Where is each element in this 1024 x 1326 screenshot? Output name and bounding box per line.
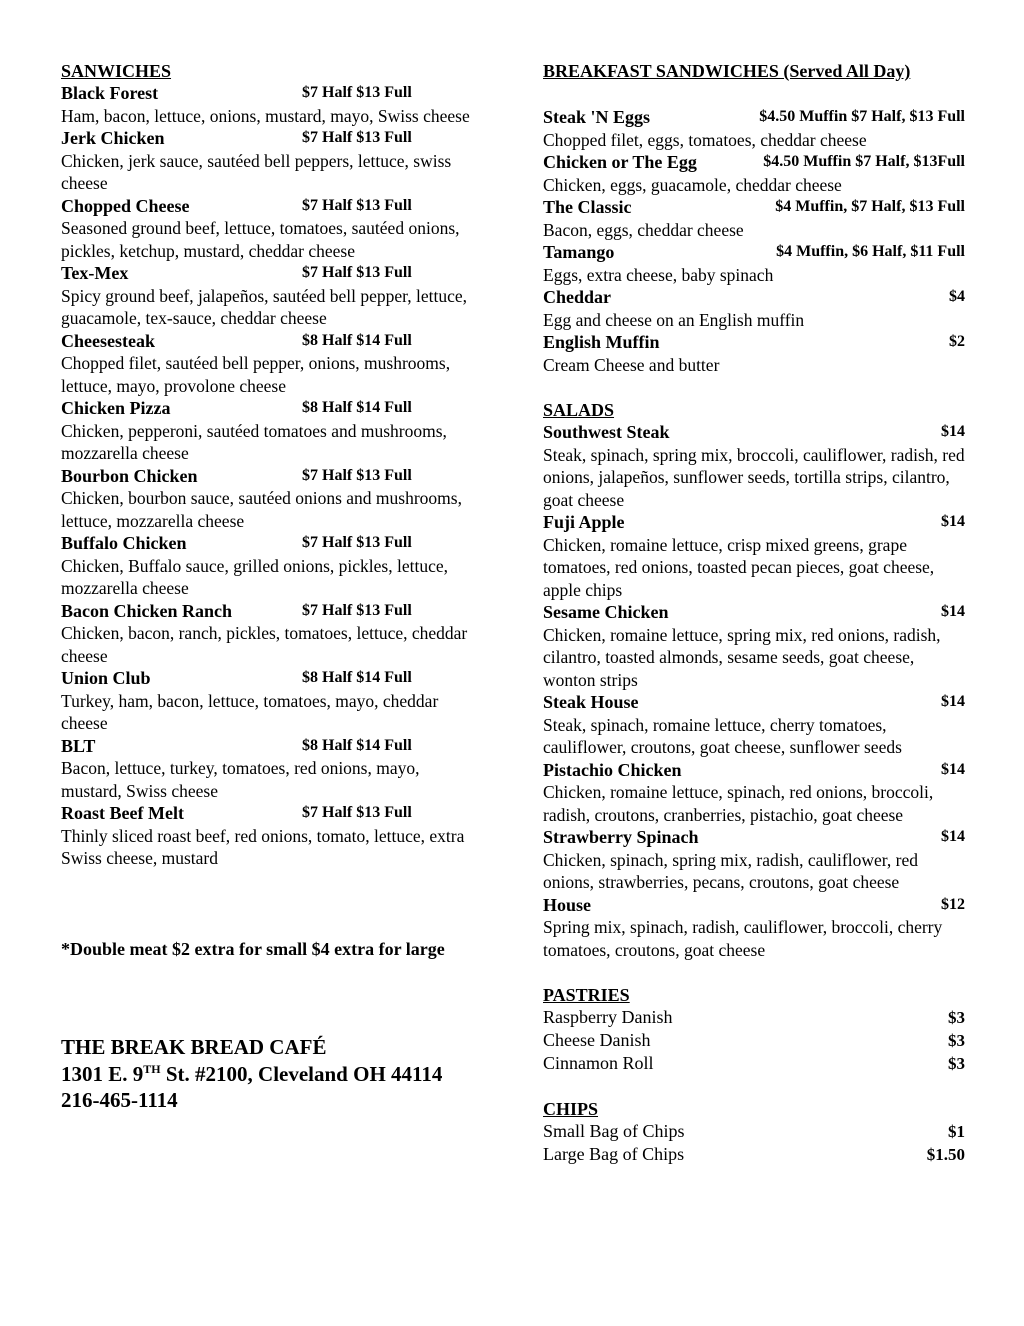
menu-item-price: $7 Half $13 Full [302,264,412,281]
menu-item [61,262,481,330]
menu-item [61,735,481,803]
menu-item-description: Chicken, bourbon sauce, sautéed onions and mushrooms, lettuce, mozzarella cheese [61,488,462,531]
menu-item-header [543,511,965,534]
menu-item-price: $7 Half $13 Full [302,196,412,214]
menu-item-price: $7 Half $13 Full [302,601,412,619]
menu-item [543,196,965,241]
menu-item-price: $14 [941,603,965,620]
menu-item [61,600,481,668]
menu-item [543,1120,965,1143]
menu-item-description: Spring mix, spinach, radish, cauliflower, broccoli, cherry tomatoes, croutons, goat cheese [543,917,943,960]
breakfast-heading: BREAKFAST SANDWICHES (Served All Day) [543,61,911,81]
menu-item [61,127,481,195]
menu-item [61,330,481,398]
double-meat-note: *Double meat $2 extra for small $4 extra for large [61,939,445,959]
menu-item-name: Cheesesteak [61,330,155,351]
menu-item-price: $8 Half $14 Full [302,669,412,686]
menu-item-name: Black Forest [61,83,159,103]
menu-item-header [61,532,481,555]
cafe-phone: 216-465-1114 [61,1088,178,1112]
menu-item-name: Union Club [61,668,151,688]
sandwiches-column [61,60,481,870]
sandwiches-heading: SANWICHES [61,61,172,81]
menu-item-description: Eggs, extra cheese, baby spinach [543,264,774,285]
menu-item-price: $14 [941,423,965,440]
menu-item [543,241,965,286]
menu-item-header [61,667,481,690]
menu-item-name: Sesame Chicken [543,602,669,622]
menu-item-price: $12 [941,895,965,913]
menu-item [543,1143,965,1166]
menu-item-price: $7 Half $13 Full [302,129,412,146]
menu-item-description: Seasoned ground beef, lettuce, tomatoes, sautéed onions, pickles, ketchup, mustard, cheddar cheese [61,218,460,261]
breakfast-list [543,106,965,376]
menu-item-description: Spicy ground beef, jalapeños, sautéed bell pepper, lettuce, guacamole, tex-sauce, cheddar cheese [61,285,468,328]
menu-item-header [543,894,965,917]
menu-item-price: $7 Half $13 Full [302,84,412,101]
menu-item [543,894,965,962]
menu-item-header [61,802,481,825]
menu-item-header [61,600,481,623]
menu-item-name: Bourbon Chicken [61,465,198,486]
menu-item-name: Bacon Chicken Ranch [61,600,233,621]
menu-item-name: Buffalo Chicken [61,533,187,553]
menu-item-description: Chicken, bacon, ranch, pickles, tomatoes, lettuce, cheddar cheese [61,623,468,666]
menu-item-price: $14 [941,693,965,710]
menu-item [61,82,481,127]
menu-item [61,802,481,870]
menu-item-description: Egg and cheese on an English muffin [543,309,805,330]
menu-item [543,1052,965,1075]
address-superscript: TH [143,1061,161,1076]
right-column [543,60,965,1166]
cafe-info [61,1034,501,1114]
menu-item-price: $3 [948,1008,965,1027]
menu-item-description: Chicken, romaine lettuce, spring mix, red onions, radish, cilantro, toasted almonds, sesame seeds, goat cheese, wonton strips [543,624,941,690]
menu-item-header [61,397,481,420]
sandwich-list [61,82,481,870]
menu-item-header [543,691,965,714]
menu-item-header [543,826,965,849]
pastries-heading: PASTRIES [543,985,630,1005]
menu-item [543,1006,965,1029]
menu-item [543,511,965,601]
menu-item-name: Cinnamon Roll [543,1053,654,1073]
menu-item-name: Tex-Mex [61,263,129,283]
menu-item-price: $4.50 Muffin $7 Half, $13 Full [759,108,965,125]
menu-item-price: $2 [949,333,965,350]
menu-item-description: Chopped filet, eggs, tomatoes, cheddar cheese [543,129,867,150]
menu-item-header [61,195,481,218]
menu-item [543,759,965,827]
menu-item-price: $4 Muffin, $6 Half, $11 Full [776,243,965,260]
menu-item-price: $8 Half $14 Full [302,399,412,416]
menu-item [543,601,965,691]
menu-item-name: Steak House [543,692,639,712]
menu-item [543,106,965,151]
chips-list [543,1120,965,1166]
menu-item-description: Chicken, jerk sauce, sautéed bell peppers, lettuce, swiss cheese [61,150,452,193]
menu-item-description: Chicken, romaine lettuce, crisp mixed greens, grape tomatoes, red onions, toasted pecan pieces, goat cheese, apple chips [543,534,935,600]
menu-item-header [61,735,481,758]
menu-item-name: Small Bag of Chips [543,1121,685,1141]
menu-item-description: Chicken, spinach, spring mix, radish, cauliflower, red onions, strawberries, pecans, croutons, goat cheese [543,849,918,892]
menu-item-price: $4.50 Muffin $7 Half, $13Full [763,153,965,170]
menu-item-name: Chopped Cheese [61,195,190,216]
menu-item-price: $1.50 [926,1145,965,1164]
menu-item-name: Jerk Chicken [61,128,165,148]
menu-item-name: Fuji Apple [543,512,625,532]
menu-item-price: $8 Half $14 Full [302,736,412,754]
menu-item-header [543,286,965,309]
menu-item-name: Cheese Danish [543,1030,651,1050]
menu-item-header [61,465,481,488]
menu-item-name: Large Bag of Chips [543,1144,685,1164]
menu-item-header [543,241,965,264]
menu-item-name: Strawberry Spinach [543,827,699,847]
menu-item-name: Roast Beef Melt [61,803,184,823]
menu-item-price: $4 [949,288,965,305]
salad-list [543,421,965,961]
menu-item-header [543,331,965,354]
cafe-address: 1301 E. 9TH St. #2100, Cleveland OH 44114 [61,1061,443,1086]
menu-item-name: Raspberry Danish [543,1007,673,1027]
menu-item-header [543,421,965,444]
menu-item-description: Chicken, Buffalo sauce, grilled onions, pickles, lettuce, mozzarella cheese [61,555,449,598]
menu-item-description: Chicken, eggs, guacamole, cheddar cheese [543,174,842,195]
menu-item [543,691,965,759]
menu-item-price: $8 Half $14 Full [302,331,412,349]
menu-item [543,286,965,331]
menu-item-description: Cream Cheese and butter [543,354,720,375]
menu-item-description: Turkey, ham, bacon, lettuce, tomatoes, mayo, cheddar cheese [61,690,439,733]
salads-heading: SALADS [543,400,615,420]
menu-item-name: Southwest Steak [543,422,670,442]
menu-item-description: Bacon, eggs, cheddar cheese [543,219,744,240]
menu-item-price: $7 Half $13 Full [302,804,412,821]
chips-heading: CHIPS [543,1099,599,1119]
pastry-list [543,1006,965,1075]
menu-item-price: $1 [948,1122,965,1141]
menu-item-header [61,127,481,150]
menu-item-description: Chopped filet, sautéed bell pepper, onions, mushrooms, lettuce, mayo, provolone cheese [61,353,451,396]
menu-item-header [543,196,965,219]
menu-item [61,195,481,263]
menu-item-price: $3 [948,1054,965,1073]
menu-item-name: Chicken Pizza [61,398,171,418]
menu-item-price: $3 [948,1031,965,1050]
menu-item-name: Chicken or The Egg [543,152,697,172]
menu-item-description: Steak, spinach, spring mix, broccoli, cauliflower, radish, red onions, jalapeños, sunflower seeds, tortilla strips, cilantro, goat cheese [543,444,965,510]
menu-item [543,826,965,894]
menu-item [61,465,481,533]
menu-item [543,421,965,511]
menu-item-header [543,759,965,782]
menu-item-header [61,262,481,285]
menu-item [543,331,965,376]
menu-item [61,532,481,600]
menu-item-price: $14 [941,760,965,778]
menu-item [61,667,481,735]
menu-item-header [61,82,481,105]
menu-item-name: Tamango [543,242,615,262]
menu-item-description: Thinly sliced roast beef, red onions, tomato, lettuce, extra Swiss cheese, mustard [61,825,465,868]
menu-item-price: $4 Muffin, $7 Half, $13 Full [775,198,965,215]
menu-item-price: $7 Half $13 Full [302,466,412,484]
menu-item-price: $14 [941,828,965,845]
menu-item-name: Steak 'N Eggs [543,107,651,127]
menu-item-header [543,151,965,174]
menu-item-name: Pistachio Chicken [543,759,682,780]
menu-item-name: BLT [61,735,96,756]
menu-item-name: Cheddar [543,287,612,307]
cafe-name: THE BREAK BREAD CAFÉ [61,1035,327,1059]
menu-item-header [61,330,481,353]
menu-item [543,1029,965,1052]
menu-item-header [543,106,965,129]
menu-item [61,397,481,465]
menu-item-description: Bacon, lettuce, turkey, tomatoes, red onions, mayo, mustard, Swiss cheese [61,758,420,801]
menu-item-name: The Classic [543,197,632,217]
menu-item-description: Chicken, romaine lettuce, spinach, red onions, broccoli, radish, croutons, cranberries, pistachio, goat cheese [543,782,934,825]
menu-item-description: Steak, spinach, romaine lettuce, cherry tomatoes, cauliflower, croutons, goat cheese, sunflower seeds [543,714,902,757]
menu-item [543,151,965,196]
menu-item-name: English Muffin [543,332,660,352]
menu-item-description: Chicken, pepperoni, sautéed tomatoes and mushrooms, mozzarella cheese [61,420,447,463]
menu-item-price: $14 [941,513,965,530]
menu-item-price: $7 Half $13 Full [302,534,412,551]
menu-item-header [543,601,965,624]
menu-item-name: House [543,894,592,915]
menu-item-description: Ham, bacon, lettuce, onions, mustard, mayo, Swiss cheese [61,105,470,126]
